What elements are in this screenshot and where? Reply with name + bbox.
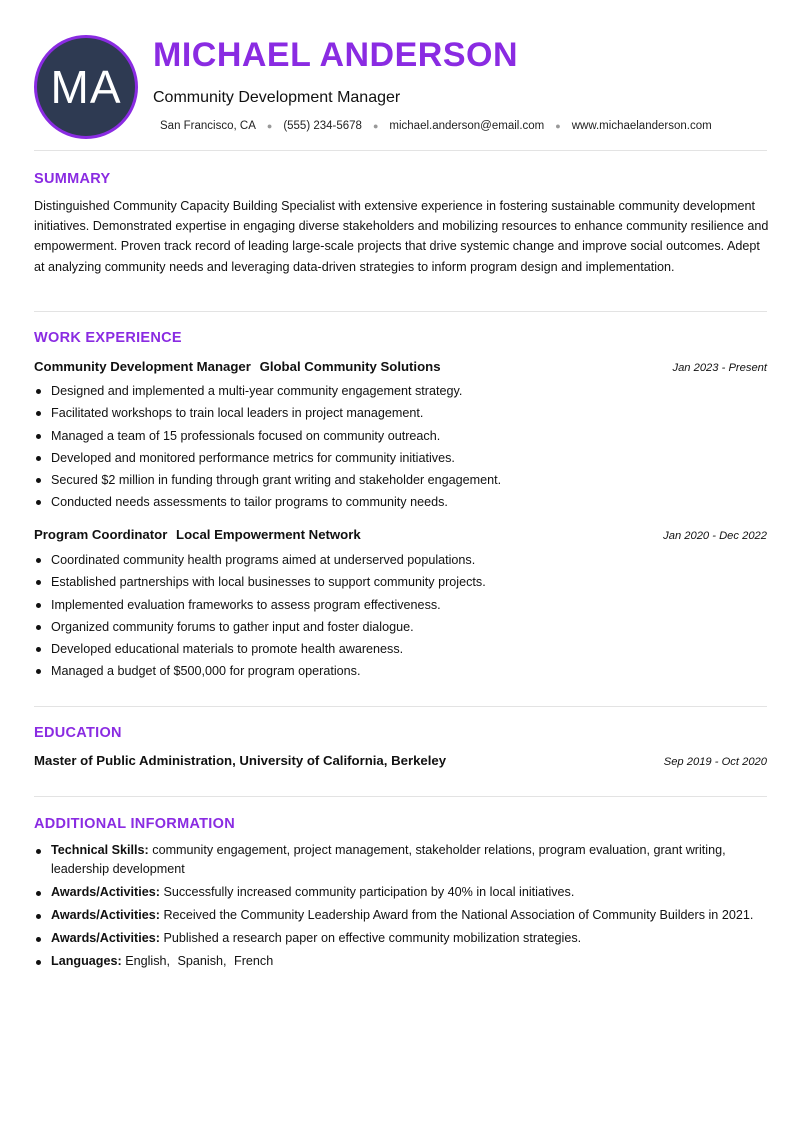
- divider: [34, 311, 767, 312]
- candidate-title: Community Development Manager: [153, 89, 401, 106]
- list-item: Organized community forums to gather input and foster dialogue.: [34, 616, 769, 638]
- additional-list: [34, 841, 769, 975]
- language: French: [234, 954, 274, 969]
- list-item: Implemented evaluation frameworks to assess program effectiveness.: [34, 594, 769, 616]
- job-header: [34, 359, 767, 374]
- education-heading: EDUCATION: [34, 725, 122, 741]
- additional-heading: ADDITIONAL INFORMATION: [34, 816, 235, 832]
- list-item: [34, 952, 769, 971]
- list-item: [34, 841, 769, 880]
- list-item: Conducted needs assessments to tailor programs to community needs.: [34, 491, 769, 513]
- job-company: Global Community Solutions: [259, 359, 441, 374]
- candidate-name: MICHAEL ANDERSON: [153, 36, 519, 74]
- item-label: Awards/Activities:: [51, 931, 160, 946]
- divider: [34, 150, 767, 151]
- language: English,: [125, 954, 170, 969]
- job-dates: Jan 2020 - Dec 2022: [663, 530, 767, 542]
- summary-text: Distinguished Community Capacity Building Specialist with extensive experience in fostering sustainable community development initiatives. Demonstrated expertise in engaging diverse stakeholders and mobilizing resources to enhance community resilience and empowerment. Proven track record of leading large-scale projects that drive systemic change and improve social outcomes. Adept at analyzing community needs and leveraging data-driven strategies to inform program design and implementation.: [34, 199, 769, 274]
- bullet-separator-icon: ●: [266, 121, 273, 131]
- summary-heading: SUMMARY: [34, 171, 111, 187]
- list-item: Coordinated community health programs aimed at underserved populations.: [34, 549, 769, 571]
- item-label: Awards/Activities:: [51, 908, 160, 923]
- item-text: community engagement, project management, stakeholder relations, program evaluation, grant writing, leadership development: [51, 843, 726, 877]
- item-label: Technical Skills:: [51, 843, 149, 857]
- job-title: Community Development Manager: [34, 359, 251, 374]
- list-item: Managed a budget of $500,000 for program operations.: [34, 660, 769, 682]
- divider: [34, 706, 767, 707]
- job-title: Program Coordinator: [34, 527, 168, 542]
- contact-website[interactable]: www.michaelanderson.com: [571, 120, 712, 132]
- list-item: Facilitated workshops to train local leaders in project management.: [34, 402, 769, 424]
- experience-heading: WORK EXPERIENCE: [34, 330, 182, 346]
- list-item: Designed and implemented a multi-year community engagement strategy.: [34, 380, 769, 402]
- job-bullets: [34, 549, 769, 683]
- job-dates: Jan 2023 - Present: [672, 362, 767, 374]
- list-item: [34, 906, 769, 925]
- contact-bar: [160, 120, 712, 132]
- avatar: [34, 35, 138, 139]
- list-item: Managed a team of 15 professionals focused on community outreach.: [34, 425, 769, 447]
- avatar-initials: MA: [50, 61, 122, 113]
- item-text: Successfully increased community participation by 40% in local initiatives.: [163, 885, 575, 900]
- item-text: Published a research paper on effective community mobilization strategies.: [163, 931, 582, 946]
- job-title-line: [34, 359, 441, 374]
- education-degree: Master of Public Administration, University of California, Berkeley: [34, 753, 447, 768]
- list-item: Secured $2 million in funding through grant writing and stakeholder engagement.: [34, 469, 769, 491]
- list-item: Established partnerships with local businesses to support community projects.: [34, 571, 769, 593]
- list-item: Developed educational materials to promote health awareness.: [34, 638, 769, 660]
- bullet-separator-icon: ●: [372, 121, 379, 131]
- education-dates: Sep 2019 - Oct 2020: [663, 756, 767, 768]
- job-bullets: [34, 380, 769, 514]
- item-label: Awards/Activities:: [51, 885, 160, 900]
- list-item: [34, 883, 769, 902]
- language: Spanish,: [177, 954, 227, 969]
- list-item: [34, 929, 769, 948]
- contact-location: San Francisco, CA: [160, 120, 256, 132]
- bullet-separator-icon: ●: [555, 121, 561, 131]
- list-item: Developed and monitored performance metrics for community initiatives.: [34, 447, 769, 469]
- job-company: Local Empowerment Network: [176, 527, 361, 542]
- contact-email[interactable]: michael.anderson@email.com: [389, 120, 545, 132]
- item-text: Received the Community Leadership Award from the National Association of Community Builders in 2021.: [163, 908, 754, 923]
- divider: [34, 796, 767, 797]
- contact-phone[interactable]: (555) 234-5678: [283, 120, 362, 132]
- education-entry: [34, 753, 767, 768]
- languages-label: Languages:: [51, 954, 122, 969]
- job-header: [34, 527, 767, 542]
- job-title-line: [34, 527, 361, 542]
